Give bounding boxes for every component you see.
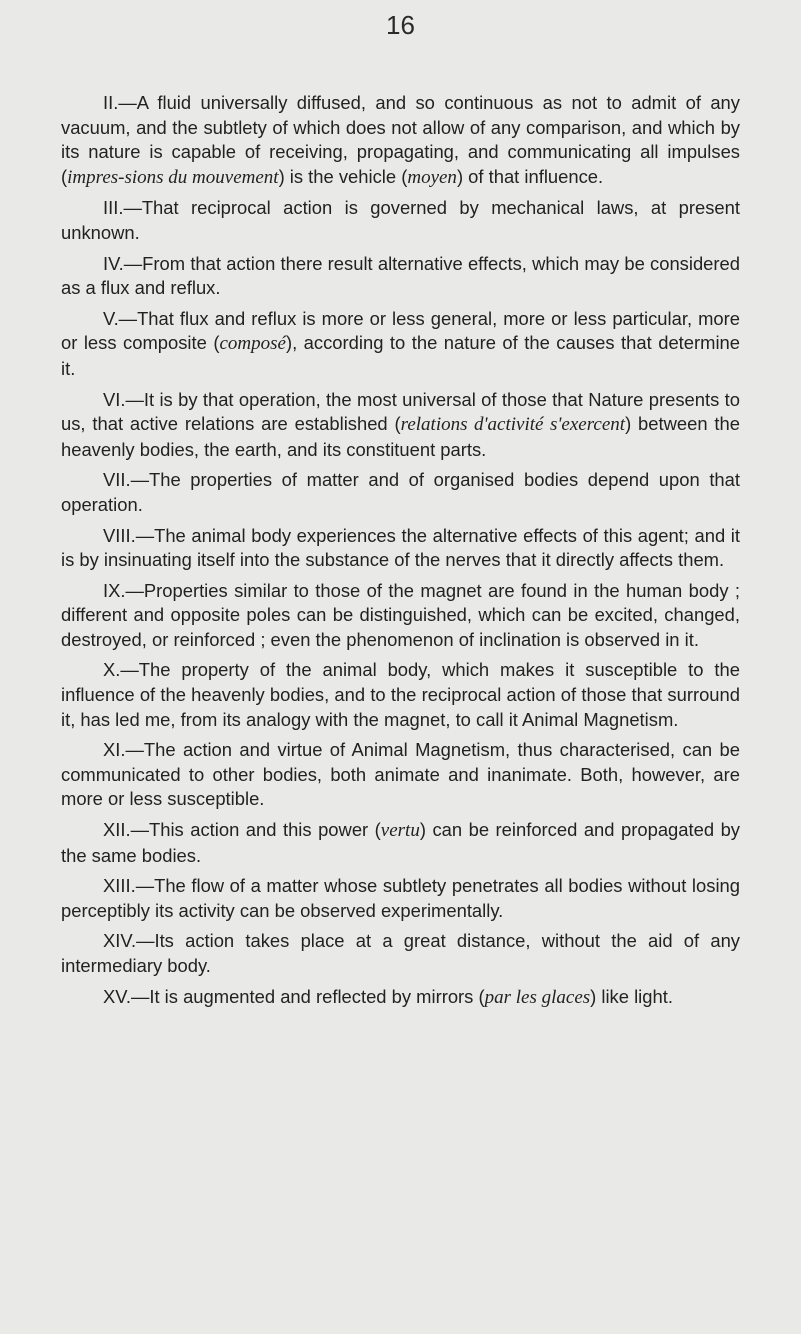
paragraph-text: XIII.—The flow of a matter whose subtlety penetrates all bodies without losing perceptibly its activity can be observed experimentally. <box>61 875 740 921</box>
paragraph-text: IX.—Properties similar to those of the magnet are found in the human body ; different and opposite poles can be distinguished, which can be excited, changed, destroyed, or reinforced ; even the phenomenon of inclination is observed in it. <box>61 579 740 650</box>
body-text <box>61 91 740 1016</box>
paragraph-text: X.—The property of the animal body, which makes it susceptible to the influence of the heavenly bodies, and to the reciprocal action of those that surround it, has led me, from its analogy with the magnet, to call it Animal Magnetism. <box>61 659 740 730</box>
paragraph <box>61 874 740 923</box>
italic-text: composé <box>219 333 286 355</box>
italic-text: par les glaces <box>484 986 591 1008</box>
paragraph-text: III.—That reciprocal action is governed by mechanical laws, at present unknown. <box>61 197 740 243</box>
paragraph-text: ) of that influence. <box>456 165 604 187</box>
paragraph <box>61 579 740 653</box>
paragraph-text: XV.—It is augmented and reflected by mirrors ( <box>103 985 485 1007</box>
paragraph-text: ) like light. <box>590 985 673 1007</box>
paragraph-text: VI.—It is by that operation, the most universal of those that Nature presents to us, that active relations are established ( <box>61 388 740 435</box>
paragraph <box>61 307 740 382</box>
page-number: 16 <box>386 10 415 40</box>
paragraph-text: IV.—From that action there result alternative effects, which may be considered as a flux and reflux. <box>61 252 740 299</box>
paragraph <box>61 818 740 868</box>
paragraph <box>61 658 740 732</box>
paragraph <box>61 738 740 812</box>
paragraph-text: ), according to the nature of the causes that determine it. <box>61 332 740 379</box>
paragraph-text: XI.—The action and virtue of Animal Magnetism, thus characterised, can be communicated to other bodies, both animate and inanimate. Both, however, are more or less susceptible. <box>61 739 740 810</box>
paragraph-text: II.—A fluid universally diffused, and so continuous as not to admit of any vacuum, and the subtlety of which does not allow of any comparison, and which by its nature is capable of receiving, propagating, and communicating all impulses ( <box>61 92 740 187</box>
paragraph-text: ) can be reinforced and propagated by the same bodies. <box>61 819 740 866</box>
paragraph-text: XII.—This action and this power ( <box>103 819 381 841</box>
paragraph <box>61 252 740 301</box>
paragraph <box>61 388 740 463</box>
paragraph-text: XIV.—Its action takes place at a great distance, without the aid of any intermediary body. <box>61 930 740 976</box>
italic-text: moyen <box>407 166 457 188</box>
paragraph <box>61 524 740 573</box>
paragraph <box>61 929 740 978</box>
italic-text: impres-sions du mouvement <box>67 166 279 188</box>
italic-text: vertu <box>380 820 420 842</box>
paragraph <box>61 468 740 517</box>
paragraph <box>61 196 740 245</box>
paragraph <box>61 91 740 190</box>
paragraph-text: ) between the heavenly bodies, the earth, and its constituent parts. <box>61 413 740 460</box>
paragraph <box>61 985 740 1011</box>
paragraph-text: VII.—The properties of matter and of organised bodies depend upon that operation. <box>61 469 740 515</box>
italic-text: relations d'activité s'exercent <box>400 414 626 436</box>
paragraph-text: V.—That flux and reflux is more or less general, more or less particular, more or less composite ( <box>61 307 740 354</box>
paragraph-text: VIII.—The animal body experiences the alternative effects of this agent; and it is by insinuating itself into the substance of the nerves that it directly affects them. <box>61 524 740 571</box>
paragraph-text: ) is the vehicle ( <box>278 165 408 187</box>
